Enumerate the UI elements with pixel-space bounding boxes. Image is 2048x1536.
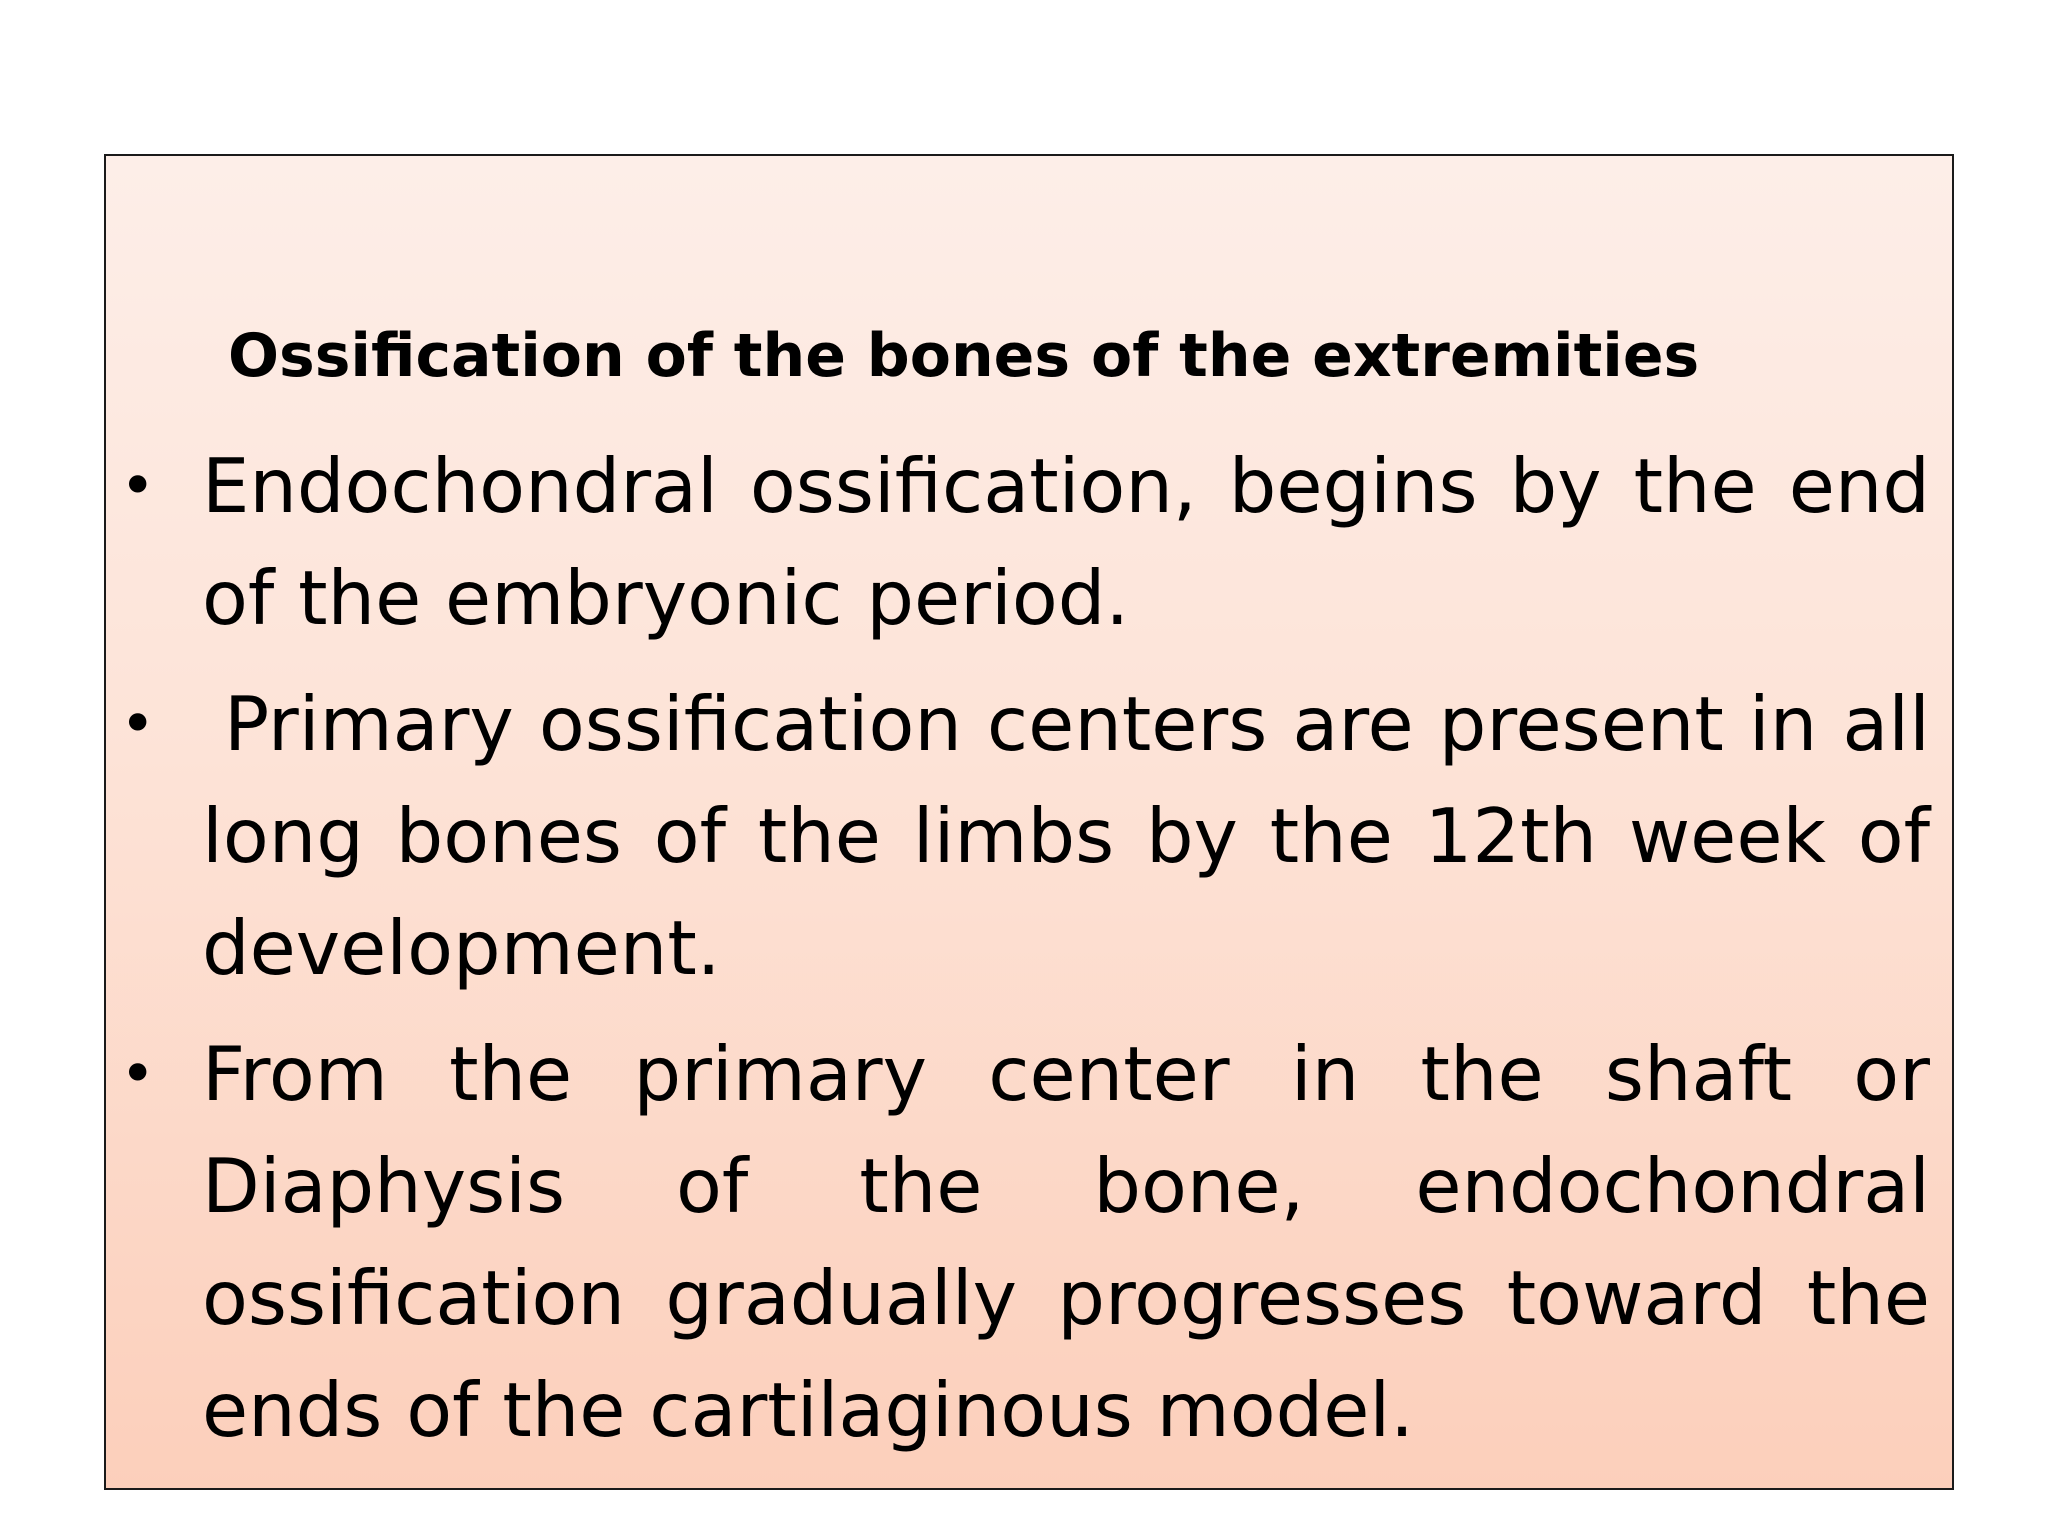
bullet-item (120, 430, 1930, 654)
bullet-item (120, 668, 1930, 1004)
bullet-item (120, 1018, 1930, 1466)
slide-title: Ossification of the bones of the extremities (228, 321, 1700, 391)
bullet-text: Endochondral ossification, begins by the end of the embryonic period. (202, 442, 1930, 642)
bullet-icon: • (120, 689, 156, 759)
bullet-list (120, 430, 1930, 1480)
bullet-icon: • (120, 451, 156, 521)
bullet-icon: • (120, 1039, 156, 1109)
bullet-text: Primary ossification centers are present in all long bones of the limbs by the 12th week of development. (202, 680, 1930, 992)
bullet-text: From the primary center in the shaft or Diaphysis of the bone, endochondral ossification gradually progresses toward the ends of the cartilaginous model. (202, 1030, 1930, 1454)
